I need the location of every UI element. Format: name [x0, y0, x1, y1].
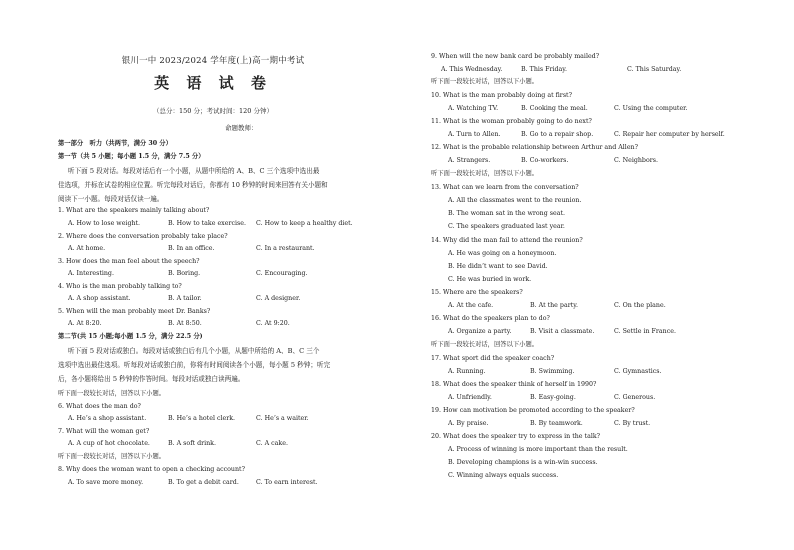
option-c[interactable]: C. How to keep a healthy diet.: [256, 220, 353, 227]
question-stem: 17. What sport did the speaker coach?: [431, 355, 555, 362]
option-c[interactable]: C. At 9:20.: [256, 320, 290, 327]
question-stem: 4. Who is the man probably talking to?: [58, 283, 182, 290]
question-stem: 7. What will the woman get?: [58, 428, 150, 435]
question-stem: 8. Why does the woman want to open a checking account?: [58, 466, 245, 473]
option-c[interactable]: C. This Saturday.: [627, 66, 682, 73]
option-a[interactable]: A. Interesting.: [68, 270, 114, 277]
option-a[interactable]: A. Running.: [448, 368, 486, 375]
option-b[interactable]: B. Swimming.: [530, 368, 575, 375]
option-b[interactable]: B. Easy-going.: [530, 394, 576, 401]
section2-instr-3: 后，各小题将给出 5 秒钟的作答时间。每段对话或独白读两遍。: [58, 375, 245, 383]
page-title: 英 语 试 卷: [154, 74, 272, 92]
section1-instr-3: 阅读下一小题。每段对话仅读一遍。: [58, 195, 164, 203]
section2-instr-2: 选项中选出最佳选项。听每段对话或独白前，你将有时间阅读各个小题，每小题 5 秒钟；听完: [58, 361, 331, 369]
question-stem: 15. Where are the speakers?: [431, 289, 523, 296]
section1-instr-2: 佳选项，并标在试卷的相应位置。听完每段对话后，你都有 10 秒钟的时间来回答有关小题和: [58, 181, 328, 189]
option-b[interactable]: B. The woman sat in the wrong seat.: [448, 210, 566, 217]
question-stem: 13. What can we learn from the conversation?: [431, 184, 579, 191]
section2-instr-1: 听下面 5 段对话或独白。每段对话或独白后有几个小题，从题中所给的 A、B、C 三个: [68, 347, 320, 355]
option-b[interactable]: B. At the party.: [530, 302, 578, 309]
option-c[interactable]: C. Winning always equals success.: [448, 472, 559, 479]
option-a[interactable]: A. Turn to Allen.: [448, 131, 501, 138]
question-stem: 19. How can motivation be promoted according to the speaker?: [431, 407, 635, 414]
option-a[interactable]: A. A shop assistant.: [68, 295, 131, 302]
listen-cue: 听下面一段较长对话，回答以下小题。: [431, 78, 539, 85]
option-c[interactable]: C. Neighbors.: [614, 157, 658, 164]
option-a[interactable]: A. To save more money.: [68, 479, 144, 486]
question-stem: 5. When will the man probably meet Dr. Banks?: [58, 308, 211, 315]
option-a[interactable]: A. He was going on a honeymoon.: [448, 250, 557, 257]
option-c[interactable]: C. Settle in France.: [614, 328, 676, 335]
question-stem: 16. What do the speakers plan to do?: [431, 315, 550, 322]
option-b[interactable]: B. Co-workers.: [521, 157, 569, 164]
option-b[interactable]: B. Boring.: [168, 270, 201, 277]
option-c[interactable]: C. He was buried in work.: [448, 276, 532, 283]
option-c[interactable]: C. Generous.: [614, 394, 656, 401]
option-c[interactable]: C. By trust.: [614, 420, 651, 427]
question-stem: 2. Where does the conversation probably take place?: [58, 233, 228, 240]
option-c[interactable]: C. A designer.: [256, 295, 301, 302]
question-stem: 20. What does the speaker try to express in the talk?: [431, 433, 601, 440]
question-stem: 9. When will the new bank card be probably mailed?: [431, 53, 600, 60]
listen-cue: 听下面一段较长对话，回答以下小题。: [58, 453, 166, 460]
option-a[interactable]: A. This Wednesday.: [441, 66, 503, 73]
option-b[interactable]: B. In an office.: [168, 245, 215, 252]
section2-heading: 第二节(共 15 小题;每小题 1.5 分，满分 22.5 分): [58, 333, 203, 340]
option-b[interactable]: B. He’s a hotel clerk.: [168, 415, 236, 422]
option-b[interactable]: B. Go to a repair shop.: [521, 131, 594, 138]
question-stem: 12. What is the probable relationship between Arthur and Allen?: [431, 144, 638, 151]
school-exam-title: 银川一中 2023/2024 学年度(上)高一期中考试: [121, 56, 305, 66]
option-a[interactable]: A. All the classmates went to the reunion.: [448, 197, 582, 204]
option-a[interactable]: A. He’s a shop assistant.: [68, 415, 147, 422]
option-b[interactable]: B. A tailor.: [168, 295, 202, 302]
question-stem: 11. What is the woman probably going to do next?: [431, 118, 592, 125]
option-c[interactable]: C. Gymnastics.: [614, 368, 662, 375]
option-c[interactable]: C. Encouraging.: [256, 270, 308, 277]
question-stem: 3. How does the man feel about the speech?: [58, 258, 200, 265]
option-c[interactable]: C. To earn interest.: [256, 479, 318, 486]
question-stem: 6. What does the man do?: [58, 403, 141, 410]
option-b[interactable]: B. A soft drink.: [168, 440, 216, 447]
option-a[interactable]: A. At home.: [68, 245, 106, 252]
option-a[interactable]: A. Unfriendly.: [448, 394, 492, 401]
option-c[interactable]: C. In a restaurant.: [256, 245, 315, 252]
option-a[interactable]: A. A cup of hot chocolate.: [68, 440, 150, 447]
option-c[interactable]: C. Repair her computer by herself.: [614, 131, 725, 138]
option-b[interactable]: B. Visit a classmate.: [530, 328, 595, 335]
option-c[interactable]: C. He’s a waiter.: [256, 415, 309, 422]
part1-heading: 第一部分 听力（共两节，满分 30 分）: [58, 140, 172, 147]
option-b[interactable]: B. How to take exercise.: [168, 220, 246, 227]
question-stem: 14. Why did the man fail to attend the reunion?: [431, 237, 583, 244]
option-a[interactable]: A. At the cafe.: [448, 302, 494, 309]
option-a[interactable]: A. Strangers.: [448, 157, 491, 164]
listen-cue: 听下面一段较长对话，回答以下小题。: [58, 390, 166, 397]
listen-cue: 听下面一段较长对话，回答以下小题。: [431, 170, 539, 177]
option-c[interactable]: C. A cake.: [256, 440, 288, 447]
option-b[interactable]: B. He didn’t want to see David.: [448, 263, 548, 270]
option-a[interactable]: A. By praise.: [448, 420, 489, 427]
score-info: （总分：150 分；考试时间：120 分钟）: [153, 107, 273, 115]
question-stem: 1. What are the speakers mainly talking about?: [58, 207, 210, 214]
option-b[interactable]: B. At 8:50.: [168, 320, 202, 327]
section1-heading: 第一节（共 5 小题；每小题 1.5 分，满分 7.5 分）: [58, 153, 205, 160]
option-a[interactable]: A. Watching TV.: [448, 105, 499, 112]
question-stem: 18. What does the speaker think of herself in 1990?: [431, 381, 597, 388]
question-stem: 10. What is the man probably doing at first?: [431, 92, 572, 99]
option-a[interactable]: A. Process of winning is more important than the result.: [448, 446, 628, 453]
option-b[interactable]: B. This Friday.: [521, 66, 568, 73]
option-c[interactable]: C. On the plane.: [614, 302, 666, 309]
option-a[interactable]: A. At 8:20.: [68, 320, 102, 327]
option-c[interactable]: C. Using the computer.: [614, 105, 688, 112]
teacher-label: 命题教师：: [225, 124, 258, 132]
option-b[interactable]: B. To get a debit card.: [168, 479, 239, 486]
section1-instr-1: 听下面 5 段对话。每段对话后有一个小题，从题中所给的 A、B、C 三个选项中选出最: [68, 167, 320, 175]
option-b[interactable]: B. Cooking the meal.: [521, 105, 588, 112]
option-b[interactable]: B. Developing champions is a win-win success.: [448, 459, 598, 466]
option-b[interactable]: B. By teamwork.: [530, 420, 583, 427]
option-c[interactable]: C. The speakers graduated last year.: [448, 223, 565, 230]
option-a[interactable]: A. Organize a party.: [448, 328, 512, 335]
listen-cue: 听下面一段较长对话，回答以下小题。: [431, 341, 539, 348]
option-a[interactable]: A. How to lose weight.: [68, 220, 141, 227]
